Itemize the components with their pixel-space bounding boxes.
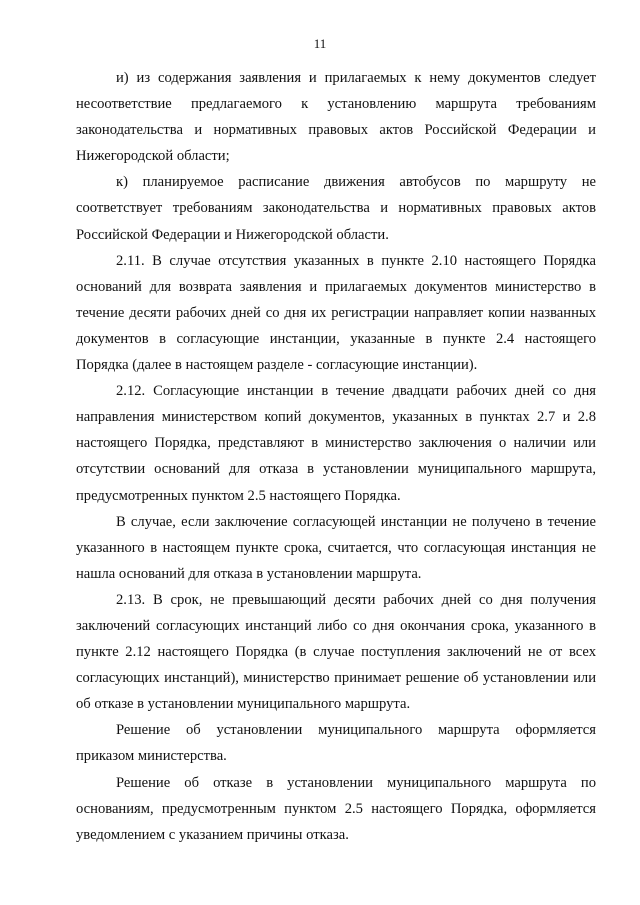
paragraph-2-12-note: В случае, если заключение согласующей инстанции не получено в течение указанного в настоящем пункте срока, считается, что согласующая инстанция не нашла оснований для отказа в установлении маршрута. [76, 513, 596, 582]
document-body [76, 65, 596, 848]
paragraph-2-12: 2.12. Согласующие инстанции в течение двадцати рабочих дней со дня направления министерством копий документов, указанных в пунктах 2.7 и 2.8 настоящего Порядка, представляют в министерство заключения о наличии или отсутствии оснований для отказа в установлении муниципального маршрута, предусмотренных пунктом 2.5 настоящего Порядка. [76, 383, 596, 504]
paragraph-decision-establish: Решение об установлении муниципального маршрута оформляется приказом министерства. [76, 722, 596, 765]
paragraph-2-11: 2.11. В случае отсутствия указанных в пункте 2.10 настоящего Порядка оснований для возврата заявления и прилагаемых документов министерство в течение десяти рабочих дней со дня их регистрации направляет копии названных документов в согласующие инстанции, указанные в пункте 2.4 настоящего Порядка (далее в настоящем разделе - согласующие инстанции). [76, 252, 596, 374]
paragraph-decision-refuse: Решение об отказе в установлении муниципального маршрута по основаниям, предусмотренным пунктом 2.5 настоящего Порядка, оформляется уведомлением с указанием причины отказа. [76, 774, 596, 843]
page-number: 11 [313, 36, 327, 51]
paragraph-2-13: 2.13. В срок, не превышающий десяти рабочих дней со дня получения заключений согласующих инстанций либо со дня окончания срока, указанного в пункте 2.12 настоящего Порядка (в случае поступления заключений не от всех согласующих инстанций), министерство принимает решение об установлении или об отказе в установлении муниципального маршрута. [76, 591, 596, 713]
paragraph-item-i: и) из содержания заявления и прилагаемых к нему документов следует несоответствие предлагаемого к установлению маршрута требованиям законодательства и нормативных правовых актов Российской Федерации и Нижегородской области; [76, 70, 596, 165]
paragraph-item-k: к) планируемое расписание движения автобусов по маршруту не соответствует требованиям законодательства и нормативных правовых актов Российской Федерации и Нижегородской области. [76, 174, 596, 243]
